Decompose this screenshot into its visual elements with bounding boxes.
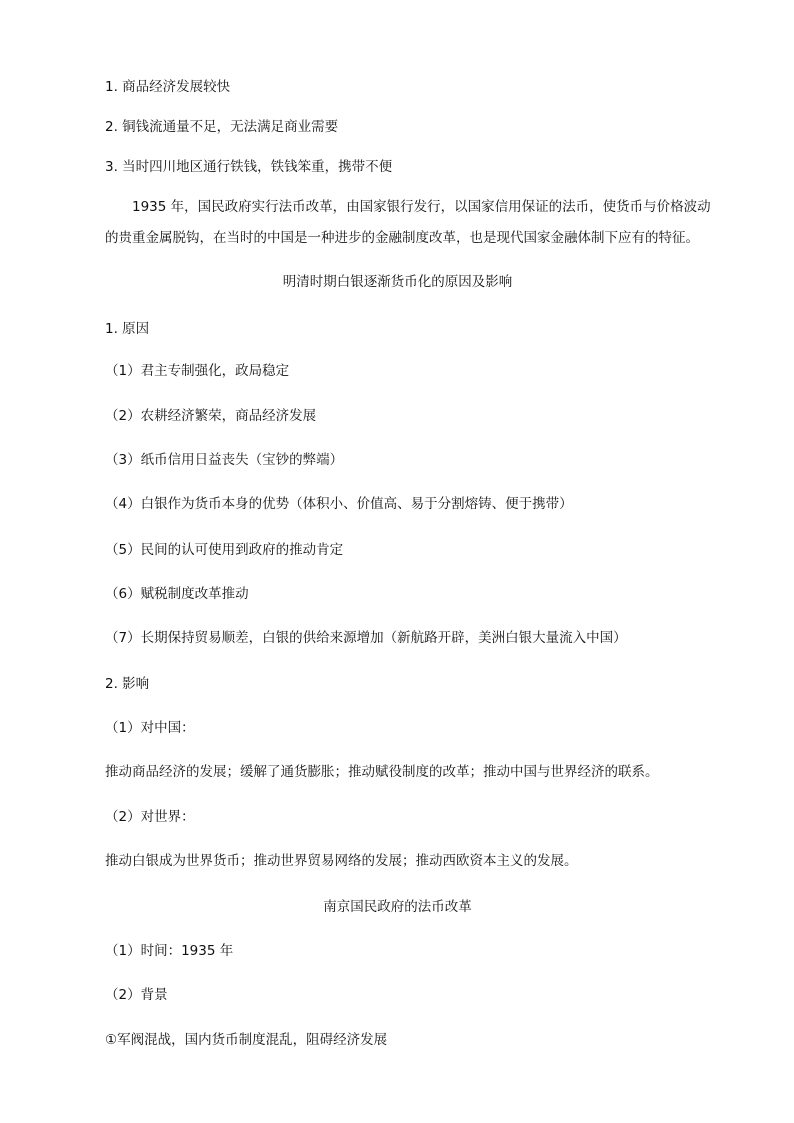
list-item: 2. 铜钱流通量不足，无法满足商业需要 — [105, 119, 339, 135]
list-item: ①军阀混战，国内货币制度混乱，阻碍经济发展 — [105, 1032, 388, 1048]
list-item: （2）农耕经济繁荣，商品经济发展 — [105, 408, 317, 424]
effects-china-text: 推动商品经济的发展；缓解了通货膨胀；推动赋役制度的改革；推动中国与世界经济的联系。 — [105, 764, 659, 780]
causes-label: 1. 原因 — [105, 321, 150, 337]
effects-label: 2. 影响 — [105, 676, 150, 692]
section-heading-fabi: 南京国民政府的法币改革 — [323, 899, 472, 915]
list-item: 3. 当时四川地区通行铁钱，铁钱笨重，携带不便 — [105, 159, 393, 175]
fabi-time: （1）时间：1935 年 — [105, 943, 234, 959]
list-item: （1）君主专制强化，政局稳定 — [105, 363, 290, 379]
list-item: （3）纸币信用日益丧失（宝钞的弊端） — [105, 452, 344, 468]
list-item: （4）白银作为货币本身的优势（体积小、价值高、易于分割熔铸、便于携带） — [105, 496, 573, 512]
effects-china-label: （1）对中国： — [105, 720, 195, 736]
effects-world-text: 推动白银成为世界货币；推动世界贸易网络的发展；推动西欧资本主义的发展。 — [105, 853, 578, 869]
list-item: （6）赋税制度改革推动 — [105, 586, 249, 602]
list-item: （5）民间的认可使用到政府的推动肯定 — [105, 542, 344, 558]
effects-world-label: （2）对世界： — [105, 809, 195, 825]
list-item: 1. 商品经济发展较快 — [105, 79, 231, 95]
paragraph-fabi-reform: 1935 年，国民政府实行法币改革，由国家银行发行，以国家信用保证的法币，使货币与价格波动的贵重金属脱钩，在当时的中国是一种进步的金融制度改革，也是现代国家金融体制下应有的特征。 — [105, 199, 711, 246]
fabi-background-label: （2）背景 — [105, 987, 168, 1003]
list-item: （7）长期保持贸易顺差，白银的供给来源增加（新航路开辟，美洲白银大量流入中国） — [105, 630, 627, 646]
section-heading-silver: 明清时期白银逐渐货币化的原因及影响 — [282, 274, 513, 290]
